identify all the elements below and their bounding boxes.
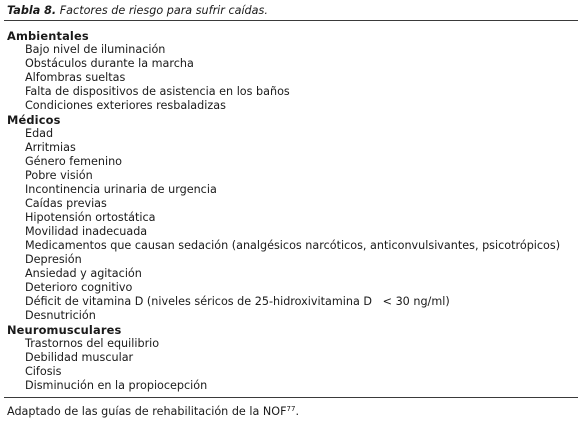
list-item: Incontinencia urinaria de urgencia xyxy=(25,183,217,196)
list-item: Déficit de vitamina D (niveles séricos de 25-hidroxivitamina D < 30 ng/ml) xyxy=(25,295,450,308)
list-item: Falta de dispositivos de asistencia en los baños xyxy=(25,85,290,98)
list-item: Disminución en la propiocepción xyxy=(25,379,208,392)
footnote-period: . xyxy=(295,405,299,418)
list-item: Género femenino xyxy=(25,155,123,168)
list-item: Hipotensión ortostática xyxy=(25,211,156,224)
category-medicos: Médicos xyxy=(7,113,61,127)
list-item: Pobre visión xyxy=(25,169,93,182)
list-item: Condiciones exteriores resbaladizas xyxy=(25,99,226,112)
list-item: Caídas previas xyxy=(25,197,107,210)
list-item: Bajo nivel de iluminación xyxy=(25,43,166,56)
list-item: Edad xyxy=(25,127,54,140)
list-item: Ansiedad y agitación xyxy=(25,267,142,280)
table-footnote xyxy=(7,405,299,419)
table-title: Factores de riesgo para sufrir caídas. xyxy=(59,4,268,17)
risk-factor-table xyxy=(0,29,580,393)
list-item: Alfombras sueltas xyxy=(25,71,126,84)
list-item: Cifosis xyxy=(25,365,62,378)
list-item: Movilidad inadecuada xyxy=(25,225,148,238)
list-item: Deterioro cognitivo xyxy=(25,281,133,294)
list-item: Obstáculos durante la marcha xyxy=(25,57,194,70)
list-item: Medicamentos que causan sedación (analgésicos narcóticos, anticonvulsivantes, psicotrópicos) xyxy=(25,239,561,252)
category-neuromusculares: Neuromusculares xyxy=(7,323,122,337)
footnote-reference: 77 xyxy=(286,405,296,413)
list-item: Desnutrición xyxy=(25,309,96,322)
list-item: Depresión xyxy=(25,253,82,266)
bottom-rule xyxy=(4,397,578,398)
top-rule xyxy=(4,20,578,21)
footnote-text: Adaptado de las guías de rehabilitación de la NOF xyxy=(7,405,287,418)
category-ambientales: Ambientales xyxy=(7,29,89,43)
table-label: Tabla 8. xyxy=(7,4,57,17)
list-item: Debilidad muscular xyxy=(25,351,134,364)
list-item: Arritmias xyxy=(25,141,76,154)
table-caption xyxy=(7,4,268,17)
list-item: Trastornos del equilibrio xyxy=(25,337,160,350)
